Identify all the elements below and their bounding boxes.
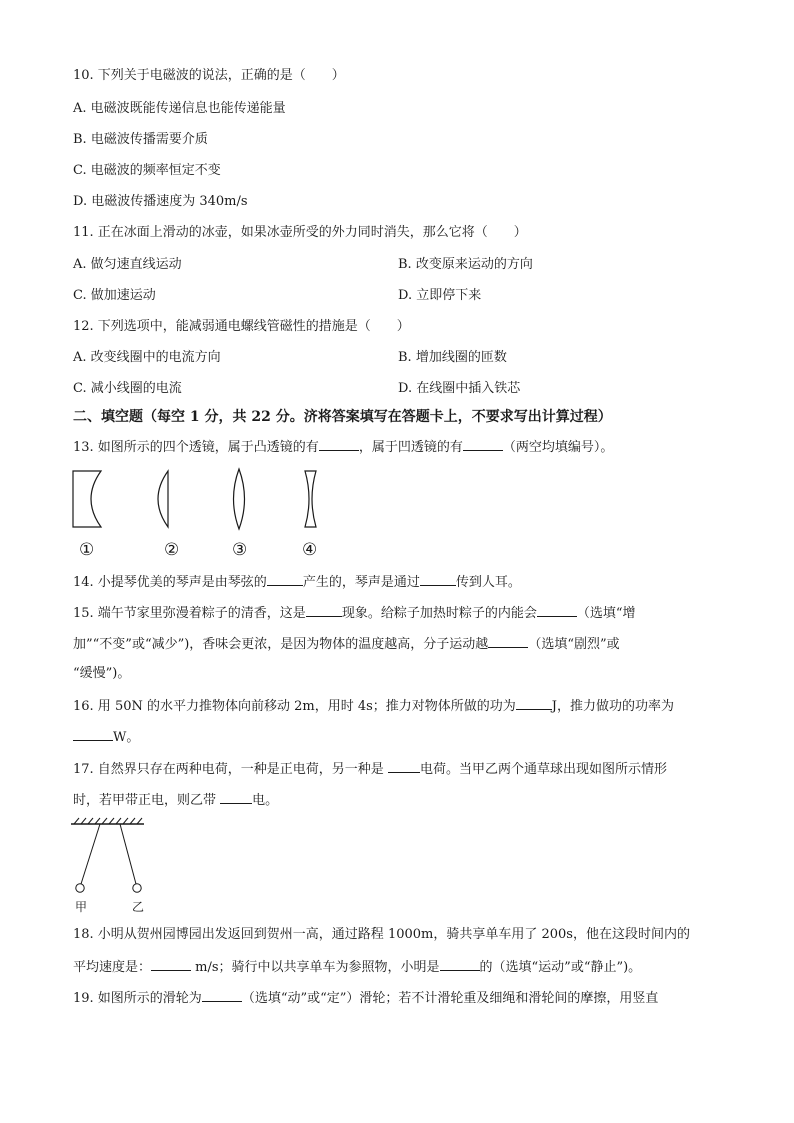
q18-blank-1 xyxy=(151,958,191,971)
q15-line-2 xyxy=(73,635,620,653)
ceiling-hatching xyxy=(74,818,142,824)
q15-blank-1 xyxy=(306,604,342,617)
q14-part2: 产生的，琴声是通过 xyxy=(302,575,420,590)
q12-option-a: A. 改变线圈中的电流方向 xyxy=(73,350,221,365)
q16-line-1 xyxy=(73,697,674,715)
q19-line-1 xyxy=(73,989,658,1007)
q10-option-d: D. 电磁波传播速度为 340m/s xyxy=(73,194,248,209)
q16-blank-1 xyxy=(516,697,552,710)
q13-part2: ，属于凹透镜的有 xyxy=(358,440,463,455)
q13-part3: （两空均填编号）。 xyxy=(502,440,614,455)
thread-jia xyxy=(81,824,100,884)
lens-4-label: ④ xyxy=(302,540,318,560)
q17-line1-part1: 17. 自然界只存在两种电荷，一种是正电荷，另一种是 xyxy=(73,762,388,777)
q15-line-3: “缓慢”)。 xyxy=(73,666,131,681)
q12-stem: 12. 下列选项中，能减弱通电螺线管磁性的措施是（ ） xyxy=(73,319,410,334)
q17-blank-1 xyxy=(388,760,420,773)
q12-option-d: D. 在线圈中插入铁芯 xyxy=(398,381,521,396)
q10-option-a: A. 电磁波既能传递信息也能传递能量 xyxy=(73,101,286,116)
q16-blank-2 xyxy=(73,728,113,741)
q11-option-b: B. 改变原来运动的方向 xyxy=(398,257,533,272)
q17-line-2 xyxy=(73,791,278,809)
label-yi: 乙 xyxy=(132,900,145,914)
q10-stem: 10. 下列关于电磁波的说法，正确的是（ ） xyxy=(73,68,345,83)
thread-yi xyxy=(120,824,136,884)
lens-3-label: ③ xyxy=(232,540,248,560)
q19-part1: 19. 如图所示的滑轮为 xyxy=(73,991,202,1006)
label-jia: 甲 xyxy=(75,900,88,914)
q17-blank-2 xyxy=(220,791,252,804)
q18-line2-part3: 的（选填“运动”或“静止”)。 xyxy=(479,960,642,975)
q17-line1-part2: 电荷。当甲乙两个通草球出现如图所示情形 xyxy=(419,762,667,777)
section-heading: 二、填空题（每空 1 分，共 22 分。济将答案填写在答题卡上，不要求写出计算过程） xyxy=(73,409,612,425)
lens-1-label: ① xyxy=(79,540,95,560)
q14-part1: 14. 小提琴优美的琴声是由琴弦的 xyxy=(73,575,267,590)
q18-blank-2 xyxy=(440,958,480,971)
q18-line-1: 18. 小明从贺州园博园出发返回到贺州一高，通过路程 1000m，骑共享单车用了 200s，他在这段时间内的 xyxy=(73,927,690,942)
q14-text xyxy=(73,573,521,591)
q16-line2-part2: W。 xyxy=(113,730,140,745)
q13-text xyxy=(73,438,613,456)
lens-2-shape xyxy=(158,471,168,527)
lens-4-shape xyxy=(305,471,316,527)
q11-option-d: D. 立即停下来 xyxy=(398,288,482,303)
q10-option-c: C. 电磁波的频率恒定不变 xyxy=(73,163,221,178)
pith-ball-figure xyxy=(68,815,148,915)
q15-line2-part2: （选填“剧烈”或 xyxy=(528,637,620,652)
q17-line-1 xyxy=(73,760,667,778)
q17-line2-part2: 电。 xyxy=(252,793,279,808)
lens-2-label: ② xyxy=(164,540,180,560)
q19-part2: （选填“动”或“定”）滑轮；若不计滑轮重及细绳和滑轮间的摩擦，用竖直 xyxy=(241,991,659,1006)
lens-3-shape xyxy=(234,469,245,529)
q15-line2-part1: 加”“不变”或“减少”)，香味会更浓，是因为物体的温度越高，分子运动越 xyxy=(73,637,489,652)
q15-blank-2 xyxy=(537,604,577,617)
q16-line1-part1: 16. 用 50N 的水平力推物体向前移动 2m，用时 4s；推力对物体所做的功为 xyxy=(73,699,516,714)
q11-stem: 11. 正在冰面上滑动的冰壶，如果冰壶所受的外力同时消失，那么它将（ ） xyxy=(73,225,527,240)
q15-line1-part3: （选填“增 xyxy=(576,606,636,621)
q16-line-2 xyxy=(73,728,139,746)
q15-line-1 xyxy=(73,604,635,622)
q16-line1-part2: J，推力做功的功率为 xyxy=(551,699,675,714)
ball-yi xyxy=(133,884,141,892)
q12-option-b: B. 增加线圈的匝数 xyxy=(398,350,507,365)
lens-1-shape xyxy=(73,471,101,527)
q10-option-b: B. 电磁波传播需要介质 xyxy=(73,132,208,147)
q14-blank-1 xyxy=(267,573,303,586)
q17-line2-part1: 时，若甲带正电，则乙带 xyxy=(73,793,221,808)
q18-line-2 xyxy=(73,958,641,976)
q18-line2-part2: m/s；骑行中以共享单车为参照物，小明是 xyxy=(191,960,440,975)
q15-line1-part1: 15. 端午节家里弥漫着粽子的清香，这是 xyxy=(73,606,306,621)
q11-option-a: A. 做匀速直线运动 xyxy=(73,257,182,272)
q14-part3: 传到人耳。 xyxy=(455,575,521,590)
q13-part1: 13. 如图所示的四个透镜，属于凸透镜的有 xyxy=(73,440,319,455)
ball-jia xyxy=(76,884,84,892)
q13-blank-2 xyxy=(463,438,503,451)
q18-line2-part1: 平均速度是： xyxy=(73,960,152,975)
q15-line1-part2: 现象。给粽子加热时粽子的内能会 xyxy=(341,606,537,621)
q11-option-c: C. 做加速运动 xyxy=(73,288,156,303)
q14-blank-2 xyxy=(420,573,456,586)
q15-blank-3 xyxy=(488,635,528,648)
q19-blank-1 xyxy=(202,989,242,1002)
q13-blank-1 xyxy=(319,438,359,451)
lens-figure xyxy=(68,466,338,562)
q12-option-c: C. 减小线圈的电流 xyxy=(73,381,182,396)
